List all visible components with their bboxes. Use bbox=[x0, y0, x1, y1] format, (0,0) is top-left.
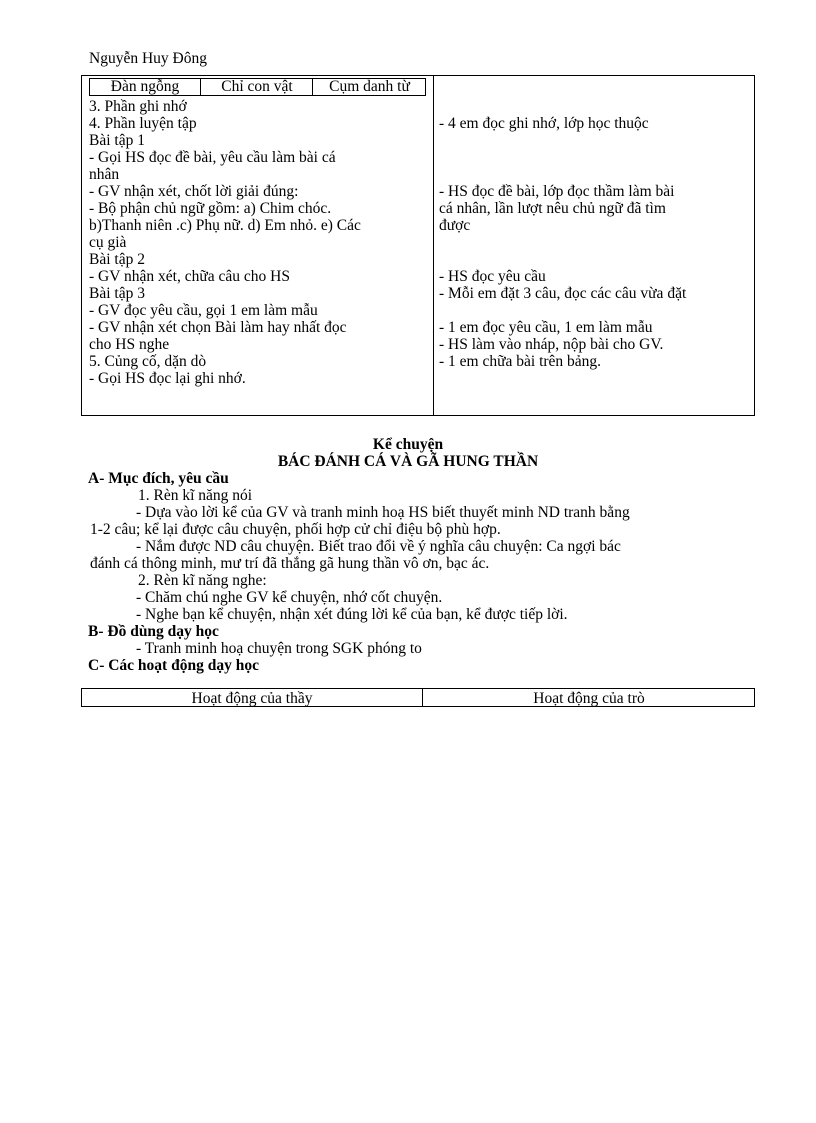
teacher-activity-line: Bài tập 3 bbox=[89, 285, 145, 302]
teacher-activity-line: - Gọi HS đọc lại ghi nhớ. bbox=[89, 370, 246, 387]
student-activity-line: - HS làm vào nháp, nộp bài cho GV. bbox=[439, 336, 664, 353]
student-activity-line: cá nhân, lần lượt nêu chủ ngữ đã tìm bbox=[439, 200, 666, 217]
teacher-activity-line: Bài tập 1 bbox=[89, 132, 145, 149]
subject-heading: Kể chuyện bbox=[372, 436, 444, 453]
student-activity-line: - HS đọc đề bài, lớp đọc thầm làm bài bbox=[439, 183, 675, 200]
example-cell: Chỉ con vật bbox=[200, 79, 313, 95]
lesson-line: - Tranh minh hoạ chuyện trong SGK phóng to bbox=[136, 640, 422, 657]
lesson-line: - Chăm chú nghe GV kể chuyện, nhớ cốt chuyện. bbox=[136, 589, 443, 606]
teacher-activity-line: - GV đọc yêu cầu, gọi 1 em làm mẫu bbox=[89, 302, 318, 319]
lesson-line: đánh cá thông minh, mư trí đã thắng gã hung thần vô ơn, bạc ác. bbox=[90, 555, 490, 572]
story-title: BÁC ĐÁNH CÁ VÀ GÃ HUNG THẦN bbox=[277, 453, 539, 470]
lesson-line: - Dựa vào lời kể của GV và tranh minh hoạ HS biết thuyết minh ND tranh bằng bbox=[136, 504, 630, 521]
student-column bbox=[439, 98, 751, 398]
lesson-line: C- Các hoạt động dạy học bbox=[88, 657, 259, 674]
teacher-activity-line: - Bộ phận chủ ngữ gồm: a) Chim chóc. bbox=[89, 200, 332, 217]
teacher-activity-line: - GV nhận xét, chữa câu cho HS bbox=[89, 268, 290, 285]
example-cell: Đàn ngỗng bbox=[110, 78, 180, 95]
student-activity-line: - 1 em chữa bài trên bảng. bbox=[439, 353, 602, 370]
author-name: Nguyễn Huy Đông bbox=[89, 50, 207, 67]
activity-table-header bbox=[81, 688, 755, 707]
student-activity-line: - HS đọc yêu cầu bbox=[439, 268, 546, 285]
teacher-activity-line: cho HS nghe bbox=[89, 336, 170, 353]
lesson-plan-section bbox=[88, 470, 758, 680]
teacher-activity-line: 3. Phần ghi nhớ bbox=[89, 98, 187, 115]
teacher-activity-line: - GV nhận xét chọn Bài làm hay nhất đọc bbox=[89, 319, 347, 336]
student-activity-line: - Mỗi em đặt 3 câu, đọc các câu vừa đặt bbox=[439, 285, 687, 302]
lesson-line: B- Đồ dùng dạy học bbox=[88, 623, 219, 640]
lesson-table bbox=[81, 75, 755, 416]
teacher-activity-line: Bài tập 2 bbox=[89, 251, 145, 268]
lesson-line: - Nắm được ND câu chuyện. Biết trao đổi về ý nghĩa câu chuyện: Ca ngợi bác bbox=[136, 538, 621, 555]
student-activity-line: - 4 em đọc ghi nhớ, lớp học thuộc bbox=[439, 115, 649, 132]
teacher-activity-header: Hoạt động của thầy bbox=[191, 690, 313, 707]
lesson-line: A- Mục đích, yêu cầu bbox=[88, 470, 229, 487]
teacher-activity-line: b)Thanh niên .c) Phụ nữ. d) Em nhỏ. e) Các bbox=[89, 217, 361, 234]
student-activity-line: - 1 em đọc yêu cầu, 1 em làm mẫu bbox=[439, 319, 653, 336]
column-divider bbox=[433, 76, 434, 415]
student-activity-header: Hoạt động của trò bbox=[422, 689, 755, 706]
teacher-activity-line: cụ già bbox=[89, 234, 127, 251]
lesson-line: - Nghe bạn kể chuyện, nhận xét đúng lời kể của bạn, kể được tiếp lời. bbox=[136, 606, 568, 623]
student-activity-line: được bbox=[439, 217, 471, 234]
teacher-activity-line: nhân bbox=[89, 166, 120, 183]
example-cell: Cụm danh từ bbox=[312, 79, 426, 95]
lesson-line: 1. Rèn kĩ năng nói bbox=[138, 487, 253, 504]
teacher-activity-line: 5. Củng cố, dặn dò bbox=[89, 353, 207, 370]
lesson-line: 2. Rèn kĩ năng nghe: bbox=[138, 572, 267, 589]
teacher-activity-line: - Gọi HS đọc đề bài, yêu cầu làm bài cá bbox=[89, 149, 336, 166]
example-table bbox=[89, 78, 426, 96]
teacher-activity-line: - GV nhận xét, chốt lời giải đúng: bbox=[89, 183, 299, 200]
teacher-column bbox=[89, 98, 429, 398]
lesson-line: 1-2 câu; kể lại được câu chuyện, phối hợp cử chỉ điệu bộ phù hợp. bbox=[90, 521, 501, 538]
teacher-activity-line: 4. Phần luyện tập bbox=[89, 115, 197, 132]
